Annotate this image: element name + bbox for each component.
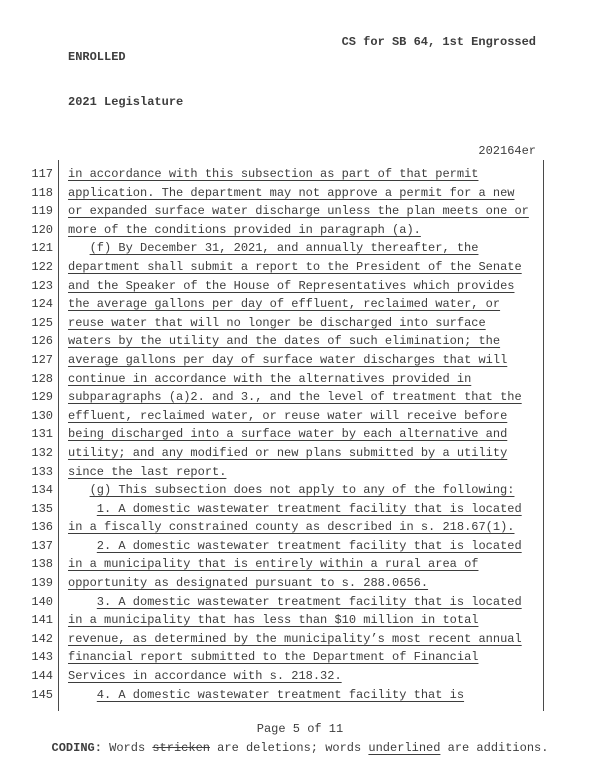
bill-text-line: [0, 648, 600, 667]
margin-gap: [53, 351, 68, 370]
bill-text-line: [0, 407, 600, 426]
margin-gap: [53, 388, 68, 407]
bill-text-line: [0, 630, 600, 649]
line-text: effluent, reclaimed water, or reuse water will receive before: [68, 408, 508, 423]
indent-spacer: [68, 537, 97, 556]
margin-gap: [53, 425, 68, 444]
margin-gap: [53, 444, 68, 463]
bill-text-line: [0, 165, 600, 184]
line-text: in a municipality that is entirely within a rural area of: [68, 557, 479, 572]
coding-segment-plain: are additions.: [440, 741, 549, 755]
line-number: 125: [31, 315, 53, 330]
margin-gap: [53, 463, 68, 482]
line-number: 141: [31, 613, 53, 628]
line-text: (f) By December 31, 2021, and annually thereafter, the: [89, 241, 479, 256]
indent-spacer: [68, 500, 97, 519]
line-text: in a municipality that has less than $10 million in total: [68, 613, 479, 628]
line-text: being discharged into a surface water by each alternative and: [68, 427, 508, 442]
bill-text-line: [0, 258, 600, 277]
line-text: waters by the utility and the dates of such elimination; the: [68, 334, 501, 349]
line-number: 130: [31, 408, 53, 423]
margin-gap: [53, 370, 68, 389]
line-text: more of the conditions provided in paragraph (a).: [68, 222, 421, 237]
bill-status: ENROLLED: [68, 50, 126, 64]
line-text: 4. A domestic wastewater treatment facility that is: [96, 687, 465, 702]
bill-text-line: [0, 239, 600, 258]
margin-gap: [53, 537, 68, 556]
bill-text-line: [0, 574, 600, 593]
line-text: application. The department may not approve a permit for a new: [68, 185, 515, 200]
margin-gap: [53, 314, 68, 333]
line-text: 1. A domestic wastewater treatment facility that is located: [96, 501, 522, 516]
line-text: opportunity as designated pursuant to s. 288.0656.: [68, 576, 429, 591]
margin-gap: [53, 518, 68, 537]
line-number: 121: [31, 241, 53, 256]
line-text: subparagraphs (a)2. and 3., and the level of treatment that the: [68, 390, 522, 405]
line-number: 117: [31, 167, 53, 181]
line-number: 129: [31, 390, 53, 405]
bill-text-line: [0, 686, 600, 705]
margin-gap: [53, 500, 68, 519]
bill-text-line: [0, 370, 600, 389]
line-text: reuse water that will no longer be discharged into surface: [68, 315, 486, 330]
margin-gap: [53, 277, 68, 296]
margin-gap: [53, 611, 68, 630]
bill-text-line: [0, 202, 600, 221]
line-number: 138: [31, 557, 53, 572]
coding-legend: [0, 741, 600, 755]
line-number: 136: [31, 520, 53, 535]
line-text: and the Speaker of the House of Representatives which provides: [68, 278, 515, 293]
line-text: or expanded surface water discharge unless the plan meets one or: [68, 204, 529, 219]
coding-segment-underline: underlined: [368, 741, 441, 755]
line-number: 135: [31, 501, 53, 516]
bill-text-line: [0, 184, 600, 203]
coding-segment-plain: Words: [109, 741, 153, 755]
line-text: Services in accordance with s. 218.32.: [68, 669, 342, 684]
bill-text-body: [0, 165, 600, 704]
line-number: 142: [31, 631, 53, 646]
bill-text-line: [0, 425, 600, 444]
margin-gap: [53, 686, 68, 705]
line-number: 124: [31, 297, 53, 312]
line-number: 128: [31, 371, 53, 386]
margin-gap: [53, 184, 68, 203]
margin-gap: [53, 258, 68, 277]
margin-gap: [53, 239, 68, 258]
page-number: Page 5 of 11: [256, 722, 344, 736]
bill-text-line: [0, 555, 600, 574]
coding-segment-strike: stricken: [152, 741, 210, 755]
line-number: 140: [31, 594, 53, 609]
line-number: 144: [31, 669, 53, 684]
margin-gap: [53, 593, 68, 612]
bill-text-line: [0, 295, 600, 314]
line-number: 137: [31, 538, 53, 553]
line-number: 134: [31, 483, 53, 498]
bill-text-line: [0, 221, 600, 240]
margin-gap: [53, 221, 68, 240]
indent-spacer: [68, 481, 90, 500]
line-text: continue in accordance with the alternatives provided in: [68, 371, 472, 386]
bill-text-line: [0, 277, 600, 296]
margin-gap: [53, 165, 68, 184]
line-text: 3. A domestic wastewater treatment facility that is located: [96, 594, 522, 609]
bill-text-line: [0, 518, 600, 537]
margin-gap: [53, 407, 68, 426]
line-number: 120: [31, 222, 53, 237]
line-number: 139: [31, 576, 53, 591]
line-number: 145: [31, 687, 53, 702]
bill-text-line: [0, 444, 600, 463]
line-text: department shall submit a report to the President of the Senate: [68, 259, 522, 274]
coding-segment-bold: CODING:: [51, 741, 110, 755]
line-text: financial report submitted to the Department of Financial: [68, 650, 479, 665]
line-text: (g) This subsection does not apply to any of the following:: [89, 483, 515, 498]
line-text: since the last report.: [68, 464, 227, 479]
line-number: 123: [31, 278, 53, 293]
line-text: 2. A domestic wastewater treatment facility that is located: [96, 538, 522, 553]
line-text: in accordance with this subsection as part of that permit: [68, 167, 479, 181]
bill-text-line: [0, 463, 600, 482]
bill-text-line: [0, 388, 600, 407]
header-left: [68, 20, 183, 140]
document-code: 202164er: [478, 144, 536, 158]
indent-spacer: [68, 239, 90, 258]
line-number: 132: [31, 445, 53, 460]
line-number: 143: [31, 650, 53, 665]
line-text: in a fiscally constrained county as described in s. 218.67(1).: [68, 520, 515, 535]
bill-text-line: [0, 481, 600, 500]
margin-gap: [53, 667, 68, 686]
bill-text-line: [0, 611, 600, 630]
line-text: the average gallons per day of effluent, reclaimed water, or: [68, 297, 501, 312]
margin-gap: [53, 648, 68, 667]
line-number: 126: [31, 334, 53, 349]
line-text: average gallons per day of surface water discharges that will: [68, 352, 508, 367]
indent-spacer: [68, 593, 97, 612]
margin-gap: [53, 295, 68, 314]
line-text: revenue, as determined by the municipality’s most recent annual: [68, 631, 522, 646]
bill-text-line: [0, 500, 600, 519]
legislature-label: 2021 Legislature: [68, 95, 184, 109]
bill-text-line: [0, 332, 600, 351]
bill-text-line: [0, 593, 600, 612]
bill-title: CS for SB 64, 1st Engrossed: [341, 35, 536, 49]
indent-spacer: [68, 686, 97, 705]
line-number: 131: [31, 427, 53, 442]
bill-text-line: [0, 351, 600, 370]
bill-text-line: [0, 314, 600, 333]
line-number: 122: [31, 259, 53, 274]
line-number: 127: [31, 352, 53, 367]
line-number: 119: [31, 204, 53, 219]
bill-text-line: [0, 667, 600, 686]
margin-gap: [53, 630, 68, 649]
margin-gap: [53, 332, 68, 351]
margin-gap: [53, 555, 68, 574]
coding-segment-plain: are deletions; words: [209, 741, 369, 755]
bill-text-line: [0, 537, 600, 556]
margin-gap: [53, 481, 68, 500]
margin-gap: [53, 202, 68, 221]
line-number: 133: [31, 464, 53, 479]
line-text: utility; and any modified or new plans submitted by a utility: [68, 445, 508, 460]
margin-gap: [53, 574, 68, 593]
line-number: 118: [31, 185, 53, 200]
